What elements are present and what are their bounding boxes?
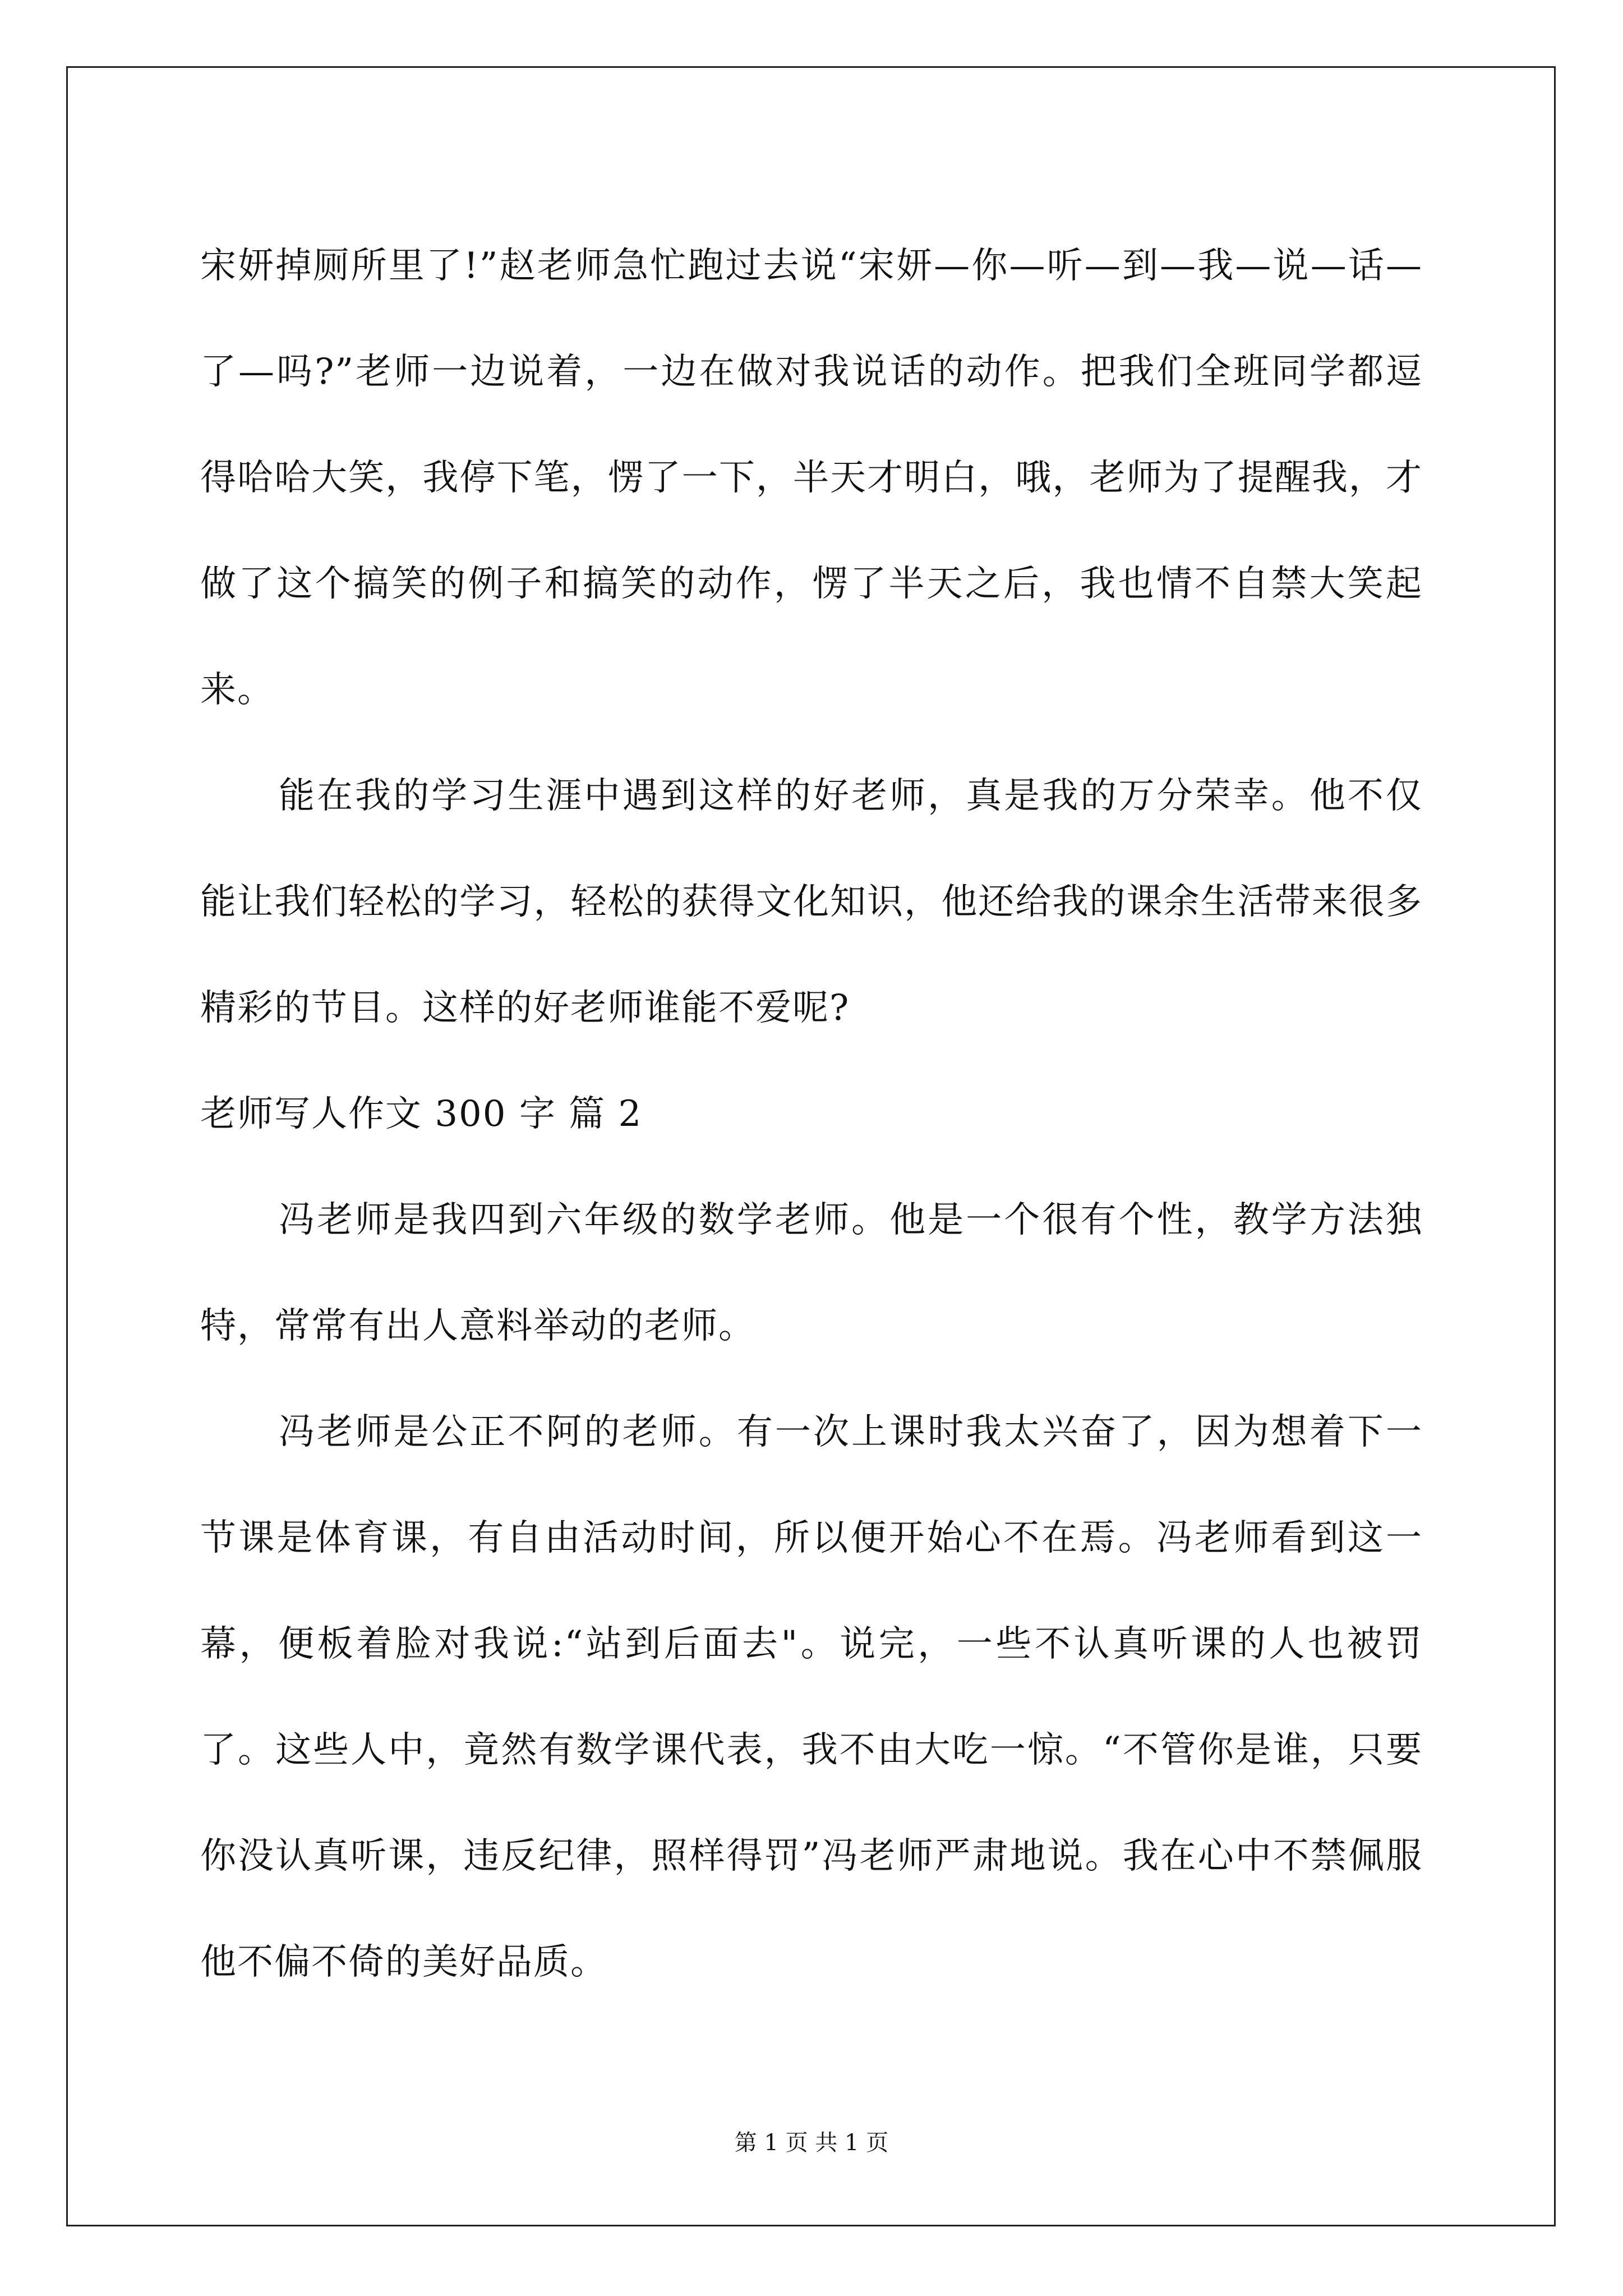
page-footer: 第 1 页 共 1 页 bbox=[734, 2130, 889, 2156]
paragraph-4: 冯老师是公正不阿的老师。有一次上课时我太兴奋了，因为想着下一节课是体育课，有自由活动时间，所以便开始心不在焉。冯老师看到这一幕，便板着脸对我说:“站到后面去"。说完，一些不认真听课的人也被罚了。这些人中，竟然有数学课代表，我不由大吃一惊。“不管你是谁，只要你没认真听课，违反纪律，照样得罚”冯老师严肃地说。我在心中不禁佩服他不偏不倚的美好品质。 bbox=[200, 1411, 1423, 1983]
paragraph-3: 冯老师是我四到六年级的数学老师。他是一个很有个性，教学方法独特，常常有出人意料举动的老师。 bbox=[200, 1199, 1423, 1347]
paragraph-2: 能在我的学习生涯中遇到这样的好老师，真是我的万分荣幸。他不仅能让我们轻松的学习，轻松的获得文化知识，他还给我的课余生活带来很多精彩的节目。这样的好老师谁能不爱呢? bbox=[200, 775, 1423, 1029]
section-heading: 老师写人作文 300 字 篇 2 bbox=[200, 1093, 643, 1135]
paragraph-1: 宋妍掉厕所里了!”赵老师急忙跑过去说“宋妍—你—听—到—我—说—话—了—吗?”老师一边说着，一边在做对我说话的动作。把我们全班同学都逗得哈哈大笑，我停下笔，愣了一下，半天才明白，哦，老师为了提醒我，才做了这个搞笑的例子和搞笑的动作，愣了半天之后，我也情不自禁大笑起来。 bbox=[200, 245, 1423, 711]
document-body bbox=[200, 213, 1423, 2016]
